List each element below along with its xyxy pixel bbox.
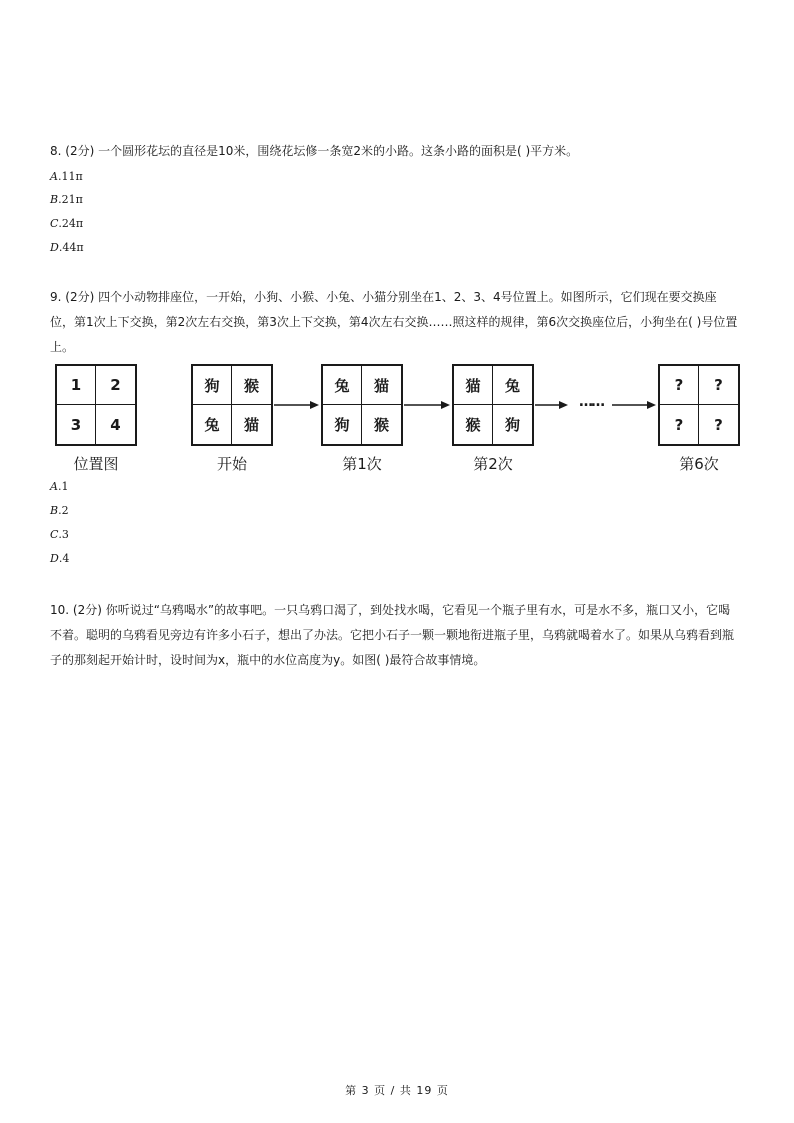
grid-cell: 3 <box>57 405 96 444</box>
grid-cell: 兔 <box>493 366 532 405</box>
grid-cell: ? <box>699 366 738 405</box>
grid-cell: ? <box>660 405 699 444</box>
grid-cell: ? <box>714 415 723 434</box>
grid-caption: 第6次 <box>679 455 719 473</box>
page-footer: 第 3 页 / 共 19 页 <box>345 1084 449 1097</box>
question-9-text: 9. (2分) 四个小动物排座位，一开始，小狗、小猴、小兔、小猫分别坐在1、2、3、4号位置上。如图所示，它们现在要交换座位，第1次上下交换，第2次左右交换，第3次上下交换，第4次左右交换……照这样的规律，第6次交换座位后，小狗坐在( )号位置上。 <box>50 290 738 354</box>
question-9-option-a: A.1 <box>50 480 69 493</box>
grid-cell: 猫 <box>243 416 259 434</box>
grid-cell: 猴 <box>373 416 389 434</box>
grid-cell: 狗 <box>323 405 362 444</box>
ellipsis-dots: …… <box>579 394 603 410</box>
arrow-dots-to-6 <box>612 401 656 409</box>
grid-cell: 猴 <box>232 366 271 405</box>
question-9-option-b: B.2 <box>50 504 69 517</box>
grid-cell: 猫 <box>454 366 493 405</box>
question-9-option-d: D.4 <box>50 552 70 565</box>
question-8-option-c: C.24π <box>50 217 84 230</box>
arrow-2-to-dots <box>535 401 568 409</box>
question-9-option-c: C.3 <box>50 528 69 541</box>
question-8-option-b: B.21π <box>50 193 83 206</box>
grid-cell: 2 <box>96 366 135 405</box>
grid-cell: ? <box>660 366 699 405</box>
figure-arrows <box>0 0 794 520</box>
grid-cell: 猴 <box>454 405 493 444</box>
grid-cell: 兔 <box>193 405 232 444</box>
grid-cell: 狗 <box>504 416 520 434</box>
grid-cell: 兔 <box>323 366 362 405</box>
arrow-1-to-2 <box>404 401 450 409</box>
question-8-option-a: A.11π <box>50 170 83 183</box>
grid-caption: 开始 <box>216 455 247 473</box>
arrow-start-to-1 <box>274 401 319 409</box>
grid-cell: 1 <box>57 366 96 405</box>
question-8-option-d: D.44π <box>50 241 84 254</box>
question-8-text: 8. (2分) 一个圆形花坛的直径是10米，围绕花坛修一条宽2米的小路。这条小路的面积是( )平方米。 <box>50 144 579 158</box>
grid-caption: 第1次 <box>342 455 382 473</box>
grid-caption: 第2次 <box>473 455 513 473</box>
grid-caption: 位置图 <box>73 455 119 473</box>
grid-cell: 狗 <box>193 366 232 405</box>
grid-cell: 4 <box>110 415 121 434</box>
grid-cell: 猫 <box>362 366 401 405</box>
question-10-text: 10. (2分) 你听说过“乌鸦喝水”的故事吧。一只乌鸦口渴了，到处找水喝，它看见一个瓶子里有水，可是水不多，瓶口又小，它喝不着。聪明的乌鸦看见旁边有许多小石子，想出了办法。它把小石子一颗一颗地衔进瓶子里，乌鸦就喝着水了。如果从乌鸦看到瓶子的那刻起开始计时，设时间为x，瓶中的水位高度为y。如图( )最符合故事情境。 <box>50 603 735 667</box>
